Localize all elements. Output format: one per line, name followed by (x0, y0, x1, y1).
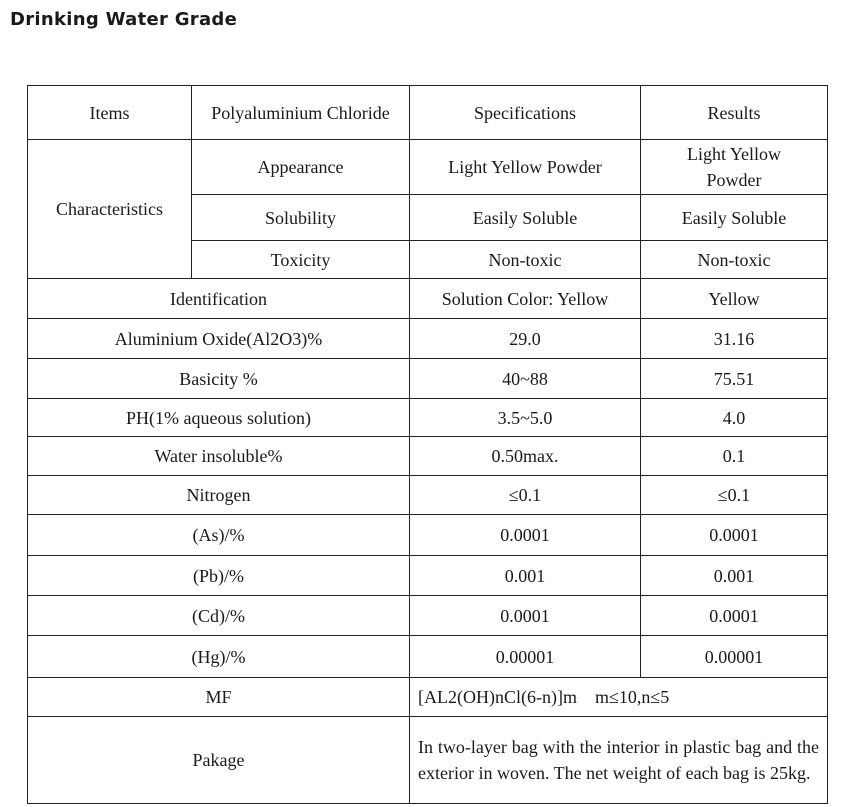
mf-row (28, 678, 828, 717)
table-row (28, 399, 828, 437)
mf-value (410, 678, 828, 717)
header-specifications: Specifications (410, 86, 641, 140)
characteristics-label: Characteristics (28, 140, 192, 279)
mf-range: m≤10,n≤5 (594, 687, 670, 707)
item-cell: Aluminium Oxide(Al2O3)% (28, 319, 410, 359)
result-cell: 0.1 (641, 437, 828, 476)
item-cell: Toxicity (192, 241, 410, 279)
table-row (28, 319, 828, 359)
result-cell: 4.0 (641, 399, 828, 437)
item-cell: (Cd)/% (28, 596, 410, 636)
specification-table (27, 85, 828, 804)
result-cell: 0.0001 (641, 596, 828, 636)
table-row (28, 636, 828, 678)
mf-label: MF (28, 678, 410, 717)
page-title: Drinking Water Grade (10, 9, 238, 30)
header-items: Items (28, 86, 192, 140)
table-row (28, 556, 828, 596)
table-row (28, 437, 828, 476)
result-cell: ≤0.1 (641, 476, 828, 515)
result-cell: Easily Soluble (641, 195, 828, 241)
table-header-row (28, 86, 828, 140)
package-row (28, 717, 828, 804)
item-cell: (Pb)/% (28, 556, 410, 596)
spec-cell: Solution Color: Yellow (410, 279, 641, 319)
spec-cell: 40~88 (410, 359, 641, 399)
result-cell: Light Yellow Powder (641, 140, 828, 195)
package-label: Pakage (28, 717, 410, 804)
header-results: Results (641, 86, 828, 140)
result-cell: 75.51 (641, 359, 828, 399)
item-cell: Nitrogen (28, 476, 410, 515)
package-description: In two-layer bag with the interior in plastic bag and the exterior in woven. The net weight of each bag is 25kg. (410, 717, 828, 804)
result-cell: 0.001 (641, 556, 828, 596)
result-cell: Non-toxic (641, 241, 828, 279)
table-row (28, 359, 828, 399)
spec-cell: 0.00001 (410, 636, 641, 678)
table-row (28, 476, 828, 515)
item-cell: (Hg)/% (28, 636, 410, 678)
item-cell: Appearance (192, 140, 410, 195)
table-row (28, 279, 828, 319)
mf-formula: [AL2(OH)nCl(6-n)]m (418, 687, 577, 707)
result-cell: Yellow (641, 279, 828, 319)
table-row (28, 515, 828, 556)
spec-cell: Easily Soluble (410, 195, 641, 241)
spec-cell: 0.50max. (410, 437, 641, 476)
table-row (28, 140, 828, 195)
spec-cell: 0.0001 (410, 596, 641, 636)
spec-cell: ≤0.1 (410, 476, 641, 515)
item-cell: Identification (28, 279, 410, 319)
spec-cell: Light Yellow Powder (410, 140, 641, 195)
spec-cell: 3.5~5.0 (410, 399, 641, 437)
item-cell: PH(1% aqueous solution) (28, 399, 410, 437)
result-cell: 0.0001 (641, 515, 828, 556)
spec-cell: Non-toxic (410, 241, 641, 279)
spec-cell: 0.001 (410, 556, 641, 596)
item-cell: (As)/% (28, 515, 410, 556)
result-cell: 0.00001 (641, 636, 828, 678)
item-cell: Basicity % (28, 359, 410, 399)
header-product: Polyaluminium Chloride (192, 86, 410, 140)
table-row (28, 596, 828, 636)
item-cell: Water insoluble% (28, 437, 410, 476)
item-cell: Solubility (192, 195, 410, 241)
spec-cell: 0.0001 (410, 515, 641, 556)
result-cell: 31.16 (641, 319, 828, 359)
spec-cell: 29.0 (410, 319, 641, 359)
